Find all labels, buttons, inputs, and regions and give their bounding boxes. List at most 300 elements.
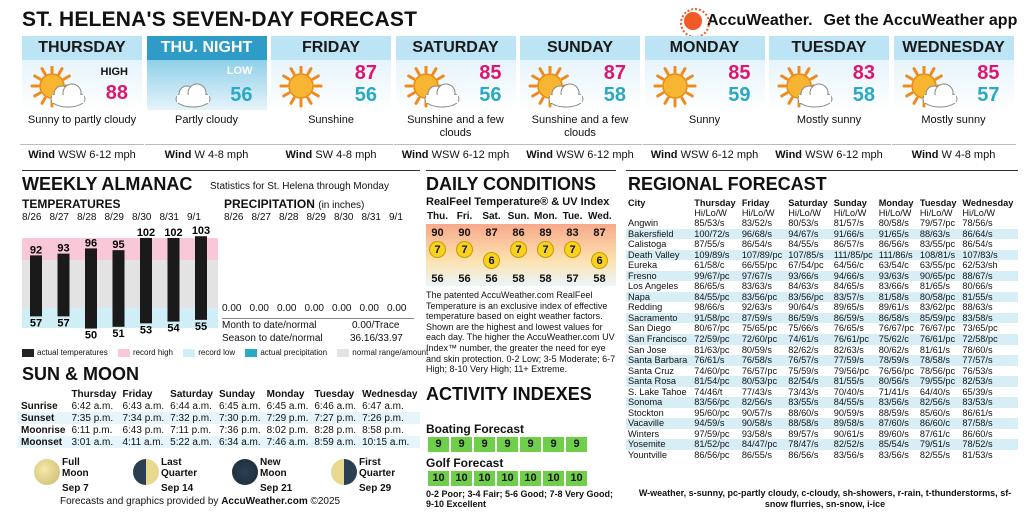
sun-moon-time: 6:47 a.m.: [362, 400, 404, 412]
temp-date: 8/29: [104, 212, 124, 223]
precip-date: 8/30: [334, 212, 354, 223]
city-forecast: 97/59/pc: [694, 428, 730, 439]
city-forecast: 83/52/s: [741, 218, 772, 228]
city-forecast: 80/62/s: [878, 344, 909, 355]
regional-subheader: Hi/Lo/W: [788, 208, 821, 218]
regional-row: [626, 302, 1018, 313]
regional-row: [626, 218, 1018, 229]
city-forecast: 76/57/s: [786, 355, 831, 366]
almanac-legend: [22, 348, 428, 357]
city-forecast: 108/81/s: [918, 250, 961, 261]
city-forecast: 83/66/s: [878, 281, 909, 292]
day-name: TUESDAY: [769, 36, 889, 60]
day-description: Sunshine and a few clouds: [407, 114, 504, 139]
sun-moon-time: 7:32 p.m.: [167, 412, 216, 424]
city-forecast: 84/63/s: [788, 281, 819, 292]
sun-cloud-icon: [28, 66, 90, 110]
city-name: San Jose: [628, 344, 667, 355]
city-forecast: 85/60/s: [919, 407, 951, 418]
city-name: Yountville: [628, 450, 667, 461]
month-to-date-label: Month to date/normal: [222, 320, 317, 331]
city-forecast: 84/55/s: [788, 239, 819, 250]
city-forecast: 81/63/pc: [694, 344, 730, 355]
realfeel-day: Fri.: [456, 211, 473, 222]
city-forecast: 75/62/c: [877, 334, 918, 345]
sun-moon-day: Thursday: [71, 389, 117, 400]
sun-moon-time: 7:35 p.m.: [68, 412, 119, 424]
daily-conditions-title: DAILY CONDITIONS: [426, 174, 597, 194]
city-name: Santa Barbara: [626, 355, 692, 366]
regional-row: [626, 408, 1018, 419]
high-label: HIGH: [100, 66, 128, 78]
weather-icon: [651, 66, 713, 115]
city-name: San Diego: [628, 323, 671, 334]
day-body: [147, 60, 267, 110]
low-temp: 56: [230, 84, 253, 106]
boating-index-cell: 9: [428, 437, 449, 452]
regional-key: W-weather, s-sunny, pc-partly cloudy, c-cloudy, sh-showers, r-rain, t-thunderstorms, sf-snow flurries, sn-snow, i-ice: [638, 488, 1012, 509]
city-forecast: 86/56/s: [788, 450, 819, 461]
high-temp: 88: [105, 82, 128, 104]
city-forecast: 64/40/s: [919, 386, 951, 397]
city-forecast: 76/57/pc: [741, 365, 778, 376]
regional-row: [626, 366, 1018, 377]
city-forecast: 84/55/s: [832, 397, 877, 408]
day-card: [147, 36, 267, 163]
moon-phase-date: Sep 7: [62, 483, 89, 494]
day-body: [396, 60, 516, 110]
low-label: LOW: [226, 65, 253, 77]
city-forecast: 77/57/s: [960, 355, 1018, 366]
wind-label: Wind: [911, 149, 939, 161]
city-forecast: 83/63/s: [741, 281, 772, 292]
moon-phase-name: First Quarter: [359, 457, 396, 479]
low-label: 53: [139, 324, 153, 337]
sun-moon-time: 3:01 a.m.: [68, 436, 119, 448]
high-temp: 87: [603, 62, 626, 84]
sun-moon-row: [18, 400, 420, 412]
regional-title: REGIONAL FORECAST: [628, 174, 827, 194]
day-wind: [145, 144, 269, 161]
legend-swatch-low: [183, 349, 195, 357]
regional-row: [626, 450, 1018, 461]
city-forecast: 81/55/s: [832, 376, 877, 387]
golf-title: Golf Forecast: [426, 456, 504, 470]
day-name: SATURDAY: [396, 36, 516, 60]
regional-row: [626, 334, 1018, 345]
city-forecast: 82/56/s: [918, 397, 961, 408]
city-forecast: 89/60/s: [878, 428, 909, 439]
realfeel-low: 57: [566, 273, 579, 285]
sun-moon-time: 6:45 a.m.: [218, 400, 261, 412]
sun-moon-time: 7:36 p.m.: [218, 424, 261, 436]
city-name: Calistoga: [628, 239, 667, 250]
city-forecast: 84/65/s: [833, 281, 864, 292]
city-forecast: 74/46/t: [694, 386, 723, 397]
high-label: 102: [136, 226, 156, 239]
high-label: 95: [112, 239, 125, 252]
realfeel-high: 90: [458, 227, 471, 239]
regional-subheader: Hi/Lo/W: [741, 208, 775, 218]
moon-phase-icon: [232, 459, 258, 485]
sun-moon-time: 6:11 p.m.: [71, 424, 113, 436]
city-forecast: 81/52/pc: [692, 439, 740, 450]
weather-icon: [775, 66, 837, 115]
city-forecast: 83/56/pc: [740, 292, 786, 303]
precip-date: 8/26: [224, 212, 244, 223]
city-forecast: 83/56/s: [833, 450, 864, 461]
city-forecast: 93/63/s: [877, 271, 918, 282]
regional-row: [626, 418, 1018, 429]
city-forecast: 88/59/s: [878, 407, 909, 418]
wind-value: WSW 6-12 mph: [680, 149, 759, 161]
sun-moon-time: 6:34 a.m.: [216, 436, 264, 448]
city-forecast: 107/89/pc: [740, 250, 786, 261]
city-forecast: 82/62/s: [788, 344, 819, 355]
city-forecast: 87/58/s: [960, 418, 1018, 429]
city-forecast: 80/58/s: [878, 218, 909, 228]
city-forecast: 86/56/s: [878, 239, 909, 250]
day-description: Mostly sunny: [796, 114, 862, 126]
regional-table: [626, 198, 1018, 461]
realfeel-day: Tue.: [562, 211, 583, 222]
city-forecast: 63/55/pc: [919, 260, 956, 271]
city-forecast: 78/52/s: [960, 439, 1018, 450]
precip-date: 8/29: [306, 212, 326, 223]
regional-subheader: Hi/Lo/W: [919, 208, 953, 218]
wind-label: Wind: [285, 149, 313, 161]
city-forecast: 99/67/pc: [692, 271, 740, 282]
moon-phase-date: Sep 14: [161, 483, 194, 494]
city-forecast: 88/58/s: [786, 418, 831, 429]
city-forecast: 78/56/s: [962, 218, 993, 228]
wind-label: Wind: [526, 149, 554, 161]
city-forecast: 90/61/s: [833, 428, 864, 439]
city-forecast: 83/56/s: [877, 397, 918, 408]
city-forecast: 82/55/s: [919, 450, 951, 461]
city-forecast: 86/60/s: [962, 428, 993, 439]
precip-date: 8/28: [279, 212, 299, 223]
wind-value: W 4-8 mph: [194, 149, 249, 161]
city-name: Santa Cruz: [628, 365, 674, 376]
city-forecast: 75/66/s: [788, 323, 819, 334]
day-body: [769, 60, 889, 110]
city-forecast: 70/40/s: [833, 386, 864, 397]
city-forecast: 86/56/pc: [694, 450, 730, 461]
wind-value: SW 4-8 mph: [315, 149, 377, 161]
city-forecast: 86/61/s: [962, 407, 993, 418]
regional-row: [626, 439, 1018, 450]
regional-row: [626, 250, 1018, 261]
city-name: San Francisco: [626, 334, 692, 345]
season-to-date-value: 36.16/33.97: [350, 333, 403, 344]
uv-index-badge: 7: [510, 241, 527, 258]
temp-bar: [58, 254, 70, 317]
city-forecast: 82/52/s: [832, 439, 877, 450]
regional-row: [626, 260, 1018, 271]
realfeel-day: Sat.: [482, 211, 501, 222]
sun-moon-time: 6:45 a.m.: [266, 400, 309, 412]
city-forecast: 107/85/s: [786, 250, 831, 261]
city-forecast: 76/53/s: [962, 365, 993, 376]
precipitation-unit: (in inches): [318, 200, 365, 211]
regional-row: [626, 271, 1018, 282]
regional-header: City: [628, 198, 646, 208]
city-forecast: 86/65/s: [694, 281, 725, 292]
uv-index-badge: 7: [564, 241, 581, 258]
city-forecast: 82/54/s: [786, 376, 831, 387]
city-forecast: 72/60/pc: [740, 334, 786, 345]
city-forecast: 79/55/pc: [918, 376, 961, 387]
low-temp: 56: [479, 84, 502, 106]
city-name: Death Valley: [626, 250, 692, 261]
wind-label: Wind: [650, 149, 678, 161]
city-forecast: 86/59/s: [832, 313, 877, 324]
sun-moon-time: 7:11 p.m.: [170, 424, 212, 436]
high-temp: 87: [354, 62, 377, 84]
city-name: Vacaville: [626, 418, 692, 429]
sun-logo-icon: [684, 12, 702, 30]
wind-value: WSW 6-12 mph: [556, 149, 634, 161]
city-forecast: 87/59/s: [740, 313, 786, 324]
city-forecast: 79/57/pc: [919, 218, 956, 228]
city-forecast: 97/67/s: [740, 271, 786, 282]
city-forecast: 65/39/s: [962, 386, 993, 397]
city-forecast: 81/65/s: [919, 281, 951, 292]
day-wind: [20, 144, 144, 161]
regional-header: Monday: [878, 198, 914, 208]
low-label: 57: [57, 317, 70, 330]
sun-moon-time: 8:02 p.m.: [266, 424, 309, 436]
realfeel-subtitle: RealFeel Temperature® & UV Index: [426, 196, 610, 208]
city-forecast: 87/61/c: [919, 428, 951, 439]
brand-name: AccuWeather.: [707, 12, 813, 29]
city-forecast: 86/57/s: [833, 239, 864, 250]
day-name: WEDNESDAY: [894, 36, 1014, 60]
city-forecast: 61/58/c: [694, 260, 725, 271]
city-forecast: 78/56/pc: [919, 365, 956, 376]
realfeel-description: The patented AccuWeather.com RealFeel Temperature is an exclusive index of effective temperature based on eight weather factors. Shown are the highest and lowest values for each day. The higher the AccuWeather.com UV Index™ number, the greater the need for eye and skin protection. 0-2 Low; 3-5 Moderate; 6-7 High; 8-10 Very High; 11+ Extreme.: [426, 290, 616, 375]
uv-index-badge: 7: [429, 241, 446, 258]
city-name: Bakersfield: [626, 229, 692, 240]
sun-moon-time: 6:43 p.m.: [122, 424, 165, 436]
activity-indexes-title: ACTIVITY INDEXES: [426, 384, 592, 404]
city-forecast: 76/61/pc: [918, 334, 961, 345]
day-name: SUNDAY: [520, 36, 640, 60]
sun-cloud-icon: [526, 66, 588, 110]
city-forecast: 87/55/s: [694, 239, 725, 250]
boating-index-cell: 9: [520, 437, 541, 452]
temp-date: 8/31: [159, 212, 179, 223]
realfeel-high: 89: [539, 227, 552, 239]
regional-row: [626, 292, 1018, 303]
page-title: ST. HELENA'S SEVEN-DAY FORECAST: [22, 8, 418, 31]
city-forecast: 89/65/s: [833, 302, 864, 313]
city-forecast: 81/53/s: [962, 450, 993, 461]
low-label: 50: [84, 329, 98, 342]
city-forecast: 81/55/s: [960, 292, 1018, 303]
high-label: 102: [164, 226, 183, 239]
city-forecast: 72/58/pc: [960, 334, 1018, 345]
regional-subheader: [626, 208, 692, 218]
city-name: Eureka: [628, 260, 658, 271]
sun-moon-time: 6:46 a.m.: [314, 400, 357, 412]
weather-icon: [153, 66, 215, 115]
city-forecast: 82/56/s: [740, 397, 786, 408]
city-name: Redding: [628, 302, 663, 313]
day-name: THURSDAY: [22, 36, 142, 60]
city-forecast: 88/60/s: [788, 407, 819, 418]
sun-moon-time: 7:30 p.m.: [216, 412, 264, 424]
temp-date: 8/30: [132, 212, 152, 223]
legend-record-low: record low: [198, 348, 236, 357]
temp-bar: [168, 238, 180, 322]
sun-moon-time: 7:46 a.m.: [264, 436, 312, 448]
temp-date: 9/1: [187, 212, 201, 223]
golf-index-cell: 10: [520, 471, 541, 486]
regional-row: [626, 397, 1018, 408]
sun-moon-day: Tuesday: [314, 389, 355, 400]
temp-date: 8/27: [49, 212, 69, 223]
city-forecast: 83/62/pc: [919, 302, 956, 313]
regional-row: [626, 323, 1018, 334]
legend-swatch-actual: [22, 349, 34, 357]
legend-actual: actual temperatures: [37, 348, 108, 357]
city-forecast: 96/68/s: [740, 229, 786, 240]
wind-value: WSW 6-12 mph: [805, 149, 883, 161]
precip-value: 0.00: [249, 303, 269, 314]
high-label: 92: [29, 244, 43, 257]
moon-phase-name: New Moon: [260, 457, 287, 479]
golf-row: [428, 471, 587, 486]
uv-index-badge: 6: [483, 252, 500, 269]
sun-cloud-icon: [402, 66, 464, 110]
regional-subheader: Hi/Lo/W: [694, 208, 727, 218]
realfeel-low: 58: [593, 273, 606, 285]
day-wind: [269, 144, 393, 161]
uv-index-badge: 7: [537, 241, 554, 258]
city-name: S. Lake Tahoe: [628, 386, 687, 397]
credit-line: [60, 496, 340, 507]
city-forecast: 74/60/pc: [694, 365, 730, 376]
city-forecast: 73/43/s: [788, 386, 819, 397]
regional-row: [626, 355, 1018, 366]
day-body: [894, 60, 1014, 110]
city-forecast: 107/83/s: [960, 250, 1018, 261]
city-forecast: 82/53/s: [960, 376, 1018, 387]
precip-value: 0.00: [359, 303, 379, 314]
day-body: [645, 60, 765, 110]
regional-row: [626, 281, 1018, 292]
city-forecast: 80/59/s: [741, 344, 772, 355]
city-forecast: 111/85/pc: [832, 250, 877, 261]
day-body: [22, 60, 142, 110]
sun-moon-row-label: Sunset: [18, 412, 68, 424]
precip-date: 8/27: [251, 212, 271, 223]
moon-phase-icon: [133, 459, 159, 485]
low-temp: 57: [977, 84, 1000, 106]
realfeel-day: Mon.: [534, 211, 558, 222]
city-forecast: 94/66/s: [832, 271, 877, 282]
realfeel-low: 56: [458, 273, 471, 285]
city-forecast: 94/67/s: [786, 229, 831, 240]
city-forecast: 77/59/s: [832, 355, 877, 366]
wind-label: Wind: [28, 149, 56, 161]
day-card: [645, 36, 765, 163]
realfeel-low: 56: [431, 273, 444, 285]
realfeel-low: 56: [485, 273, 498, 285]
sun-moon-table: [18, 389, 420, 448]
realfeel-day: Wed.: [588, 211, 612, 222]
regional-subheader: Hi/Lo/W: [833, 208, 867, 218]
city-forecast: 78/59/s: [877, 355, 918, 366]
golf-index-cell: 10: [497, 471, 518, 486]
credit-brand[interactable]: AccuWeather.com: [221, 496, 308, 507]
sun-moon-time: 7:27 p.m.: [311, 412, 359, 424]
high-label: 103: [191, 225, 211, 238]
day-description: Partly cloudy: [175, 114, 238, 126]
city-forecast: 63/54/c: [878, 260, 909, 271]
wind-label: Wind: [164, 149, 192, 161]
weather-icon: [402, 66, 464, 115]
city-forecast: 80/56/s: [877, 376, 918, 387]
golf-index-cell: 10: [474, 471, 495, 486]
day-description: Mostly sunny: [921, 114, 986, 126]
city-forecast: 88/67/s: [960, 271, 1018, 282]
sun-moon-row: [18, 424, 420, 436]
temp-bar: [85, 248, 97, 328]
precip-value: 0.00: [304, 303, 324, 314]
city-forecast: 76/61/pc: [832, 334, 877, 345]
city-forecast: 89/57/s: [788, 428, 819, 439]
accuweather-logo[interactable]: [684, 12, 1017, 30]
city-forecast: 95/60/pc: [694, 407, 730, 418]
moon-phase-icon: [34, 459, 60, 485]
sun-moon-row-label: Sunrise: [21, 400, 58, 412]
legend-normal: normal range/amount: [352, 348, 429, 357]
sun-moon-row: [18, 436, 420, 448]
precip-value: 0.00: [222, 303, 242, 314]
city-forecast: 92/63/s: [741, 302, 772, 313]
day-description: Sunny to partly cloudy: [27, 114, 137, 126]
moon-phase-name: Last Quarter: [161, 457, 198, 479]
city-forecast: 83/58/s: [960, 313, 1018, 324]
city-forecast: 86/54/s: [741, 239, 772, 250]
sun-moon-time: 8:59 a.m.: [311, 436, 359, 448]
city-forecast: 98/66/s: [694, 302, 725, 313]
regional-row: [626, 345, 1018, 356]
high-temp: 85: [479, 62, 502, 84]
sun-icon: [277, 66, 339, 110]
city-forecast: 71/41/s: [878, 386, 909, 397]
regional-row: [626, 376, 1018, 387]
season-to-date-label: Season to date/normal: [222, 333, 323, 344]
legend-record-high: record high: [132, 348, 173, 357]
day-card: [520, 36, 640, 163]
day-wind: [767, 144, 891, 161]
city-forecast: 109/89/s: [692, 250, 740, 261]
realfeel-high: 86: [512, 227, 525, 239]
city-forecast: 81/54/pc: [692, 376, 740, 387]
city-forecast: 76/67/pc: [919, 323, 956, 334]
temperature-chart: [22, 224, 218, 346]
regional-row: [626, 387, 1018, 398]
day-description: Sunshine and a few clouds: [531, 114, 629, 139]
regional-row: [626, 429, 1018, 440]
city-forecast: 81/58/s: [877, 292, 918, 303]
golf-index-cell: 10: [428, 471, 449, 486]
regional-header: Saturday: [788, 198, 828, 208]
